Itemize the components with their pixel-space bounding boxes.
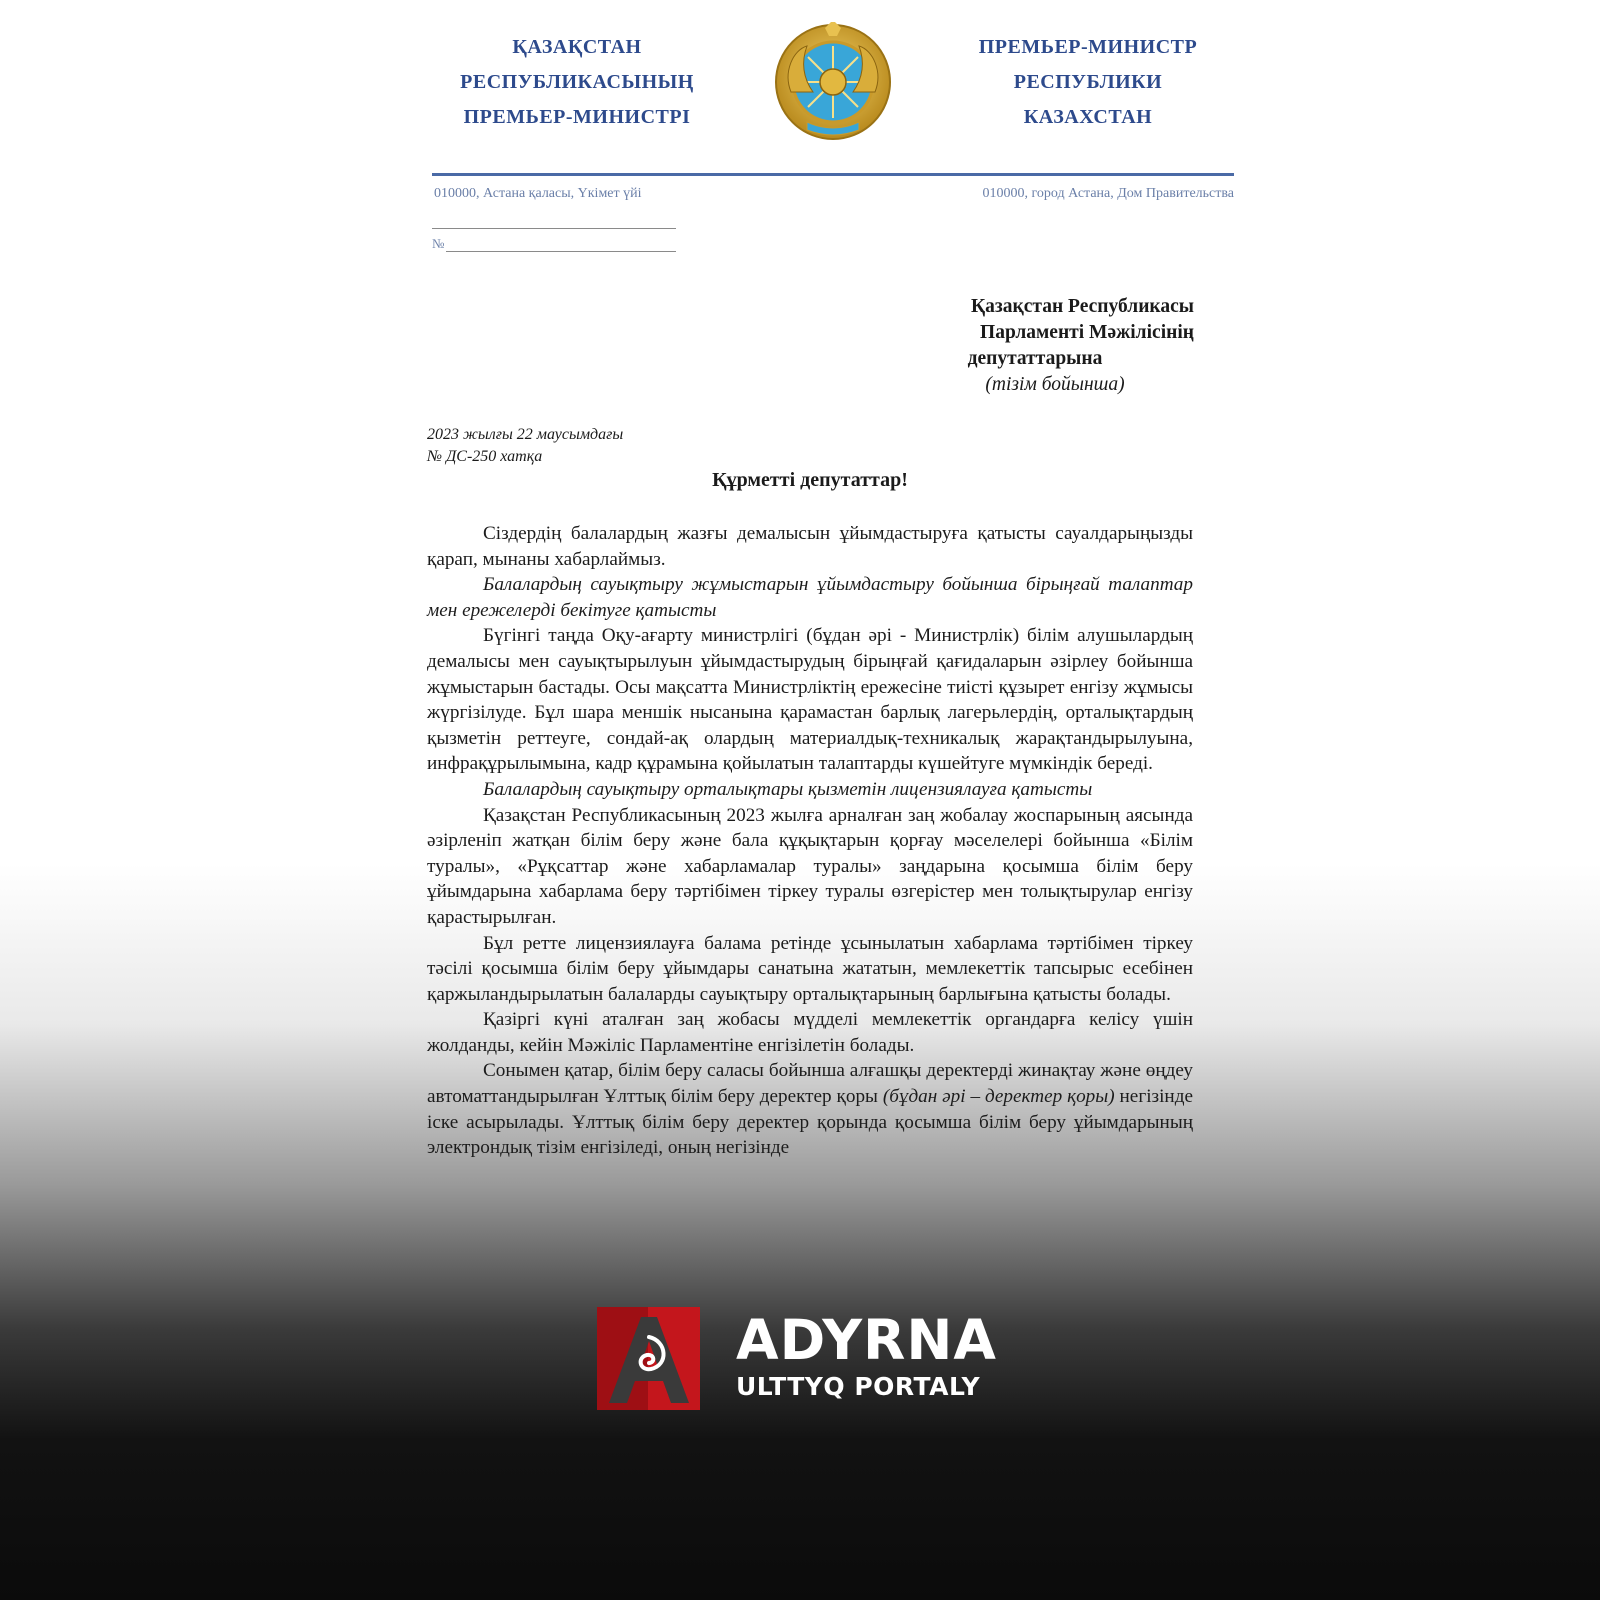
logo-name: ADYRNA	[736, 1308, 997, 1372]
adyrna-logo	[597, 1307, 997, 1411]
address-kazakh: 010000, Астана қаласы, Үкімет үйі	[434, 186, 642, 201]
letterhead-left-line-3: ПРЕМЬЕР-МИНИСТРІ	[463, 106, 691, 128]
paragraph-1: Сіздердің балалардың жазғы демалысын ұйымдастыруға қатысты сауалдарыңызды қарап, мынаны хабарлаймыз.	[427, 523, 1193, 570]
letterhead-left-line-1: ҚАЗАҚСТАН	[512, 36, 642, 58]
paragraph-2: Бүгінгі таңда Оқу-ағарту министрлігі (бұдан әрі - Министрлік) білім алушылардың демалысы мен сауықтырылуын ұйымдастырудың бірыңғай қағидаларын әзірлеу бойынша жұмыстарын бастады. Осы мақсатта Министрліктің ережесіне тиісті құзырет енгізу жұмысы жүргізілуде. Бұл шара меншік нысанына қарамастан барлық лагерьлердің, орталықтардың қызметін реттеуге, сондай-ақ олардың материалдық-техникалық жарақтандырылуына, инфрақұрылымына, кадр құрамына қойылатын талаптарды күшейтуге мүмкіндік береді.	[427, 625, 1193, 775]
logo-subtitle: ULTTYQ PORTALY	[736, 1372, 981, 1401]
letterhead-right-line-1: ПРЕМЬЕР-МИНИСТР	[978, 36, 1198, 58]
letterhead-right-line-2: РЕСПУБЛИКИ	[1013, 71, 1163, 93]
paragraph-6	[427, 1058, 1193, 1160]
letterhead-left-line-2: РЕСПУБЛИКАСЫНЫҢ	[460, 71, 694, 93]
outgoing-number-line	[446, 251, 676, 252]
outgoing-date-line	[432, 228, 676, 229]
state-emblem-icon	[773, 22, 893, 142]
addressee-note: (тізім бойынша)	[985, 374, 1125, 395]
paragraph-6-part-1: Сонымен қатар, білім беру саласы бойынша алғашқы деректерді жинақтау және өңдеу автоматтандырылған Ұлттық білім беру деректер қоры	[427, 1060, 1193, 1108]
salutation: Құрметті депутаттар!	[712, 469, 908, 491]
paragraph-6-part-2: негізінде іске асырылады. Ұлттық білім беру деректер қорында қосымша білім беру ұйымдарының электрондық тізім енгізіледі, оның негізінде	[427, 1086, 1193, 1159]
reference-date: 2023 жылғы 22 маусымдағы	[427, 426, 624, 443]
letterhead-right-line-3: КАЗАХСТАН	[1023, 106, 1153, 128]
adyrna-mark-icon	[597, 1307, 700, 1410]
addressee-line-3: депутаттарына	[967, 348, 1103, 369]
addressee-line-2: Парламенті Мәжілісінің	[980, 322, 1194, 343]
reference-number: № ДС-250 хатқа	[427, 448, 543, 465]
section-heading-2: Балалардың сауықтыру орталықтары қызметін лицензиялауға қатысты	[483, 778, 1093, 800]
section-heading-1: Балалардың сауықтыру жұмыстарын ұйымдастыру бойынша бірыңғай талаптар мен ережелерді бекітуге қатысты	[427, 574, 1193, 621]
letterhead-kazakh	[412, 30, 742, 135]
letter-body	[427, 521, 1193, 1161]
address-russian: 010000, город Астана, Дом Правительства	[982, 186, 1234, 201]
addressee-block	[870, 294, 1310, 398]
paragraph-4: Бұл ретте лицензиялауға балама ретінде ұсынылатын хабарлама тәртібімен тіркеу тәсілі қосымша білім беру ұйымдары санатына жататын, мемлекеттік тапсырыс есебінен қаржыландырылатын балаларды сауықтыру орталықтарының барлығына қатысты болады.	[427, 932, 1193, 1005]
letterhead-divider	[432, 173, 1234, 176]
paragraph-6-italic: (бұдан әрі – деректер қоры)	[882, 1086, 1115, 1108]
letterhead-russian	[923, 30, 1253, 135]
addressee-line-1: Қазақстан Республикасы	[971, 296, 1194, 317]
paragraph-3: Қазақстан Республикасының 2023 жылға арналған заң жобалау жоспарының аясында әзірленіп жатқан білім беру және бала құқықтарын қорғау мәселелері бойынша «Білім туралы», «Рұқсаттар және хабарламалар туралы» заңдарына қосымша білім беру ұйымдарына хабарлама беру тәртібімен тіркеу туралы өзгерістер мен толықтырулар енгізу қарастырылған.	[427, 804, 1193, 928]
paragraph-5: Қазіргі күні аталған заң жобасы мүдделі мемлекеттік органдарға келісу үшін жолданды, кейін Мәжіліс Парламентіне енгізілетін болады.	[427, 1009, 1193, 1056]
reference-block	[427, 424, 623, 468]
outgoing-number-sign: №	[432, 236, 445, 251]
